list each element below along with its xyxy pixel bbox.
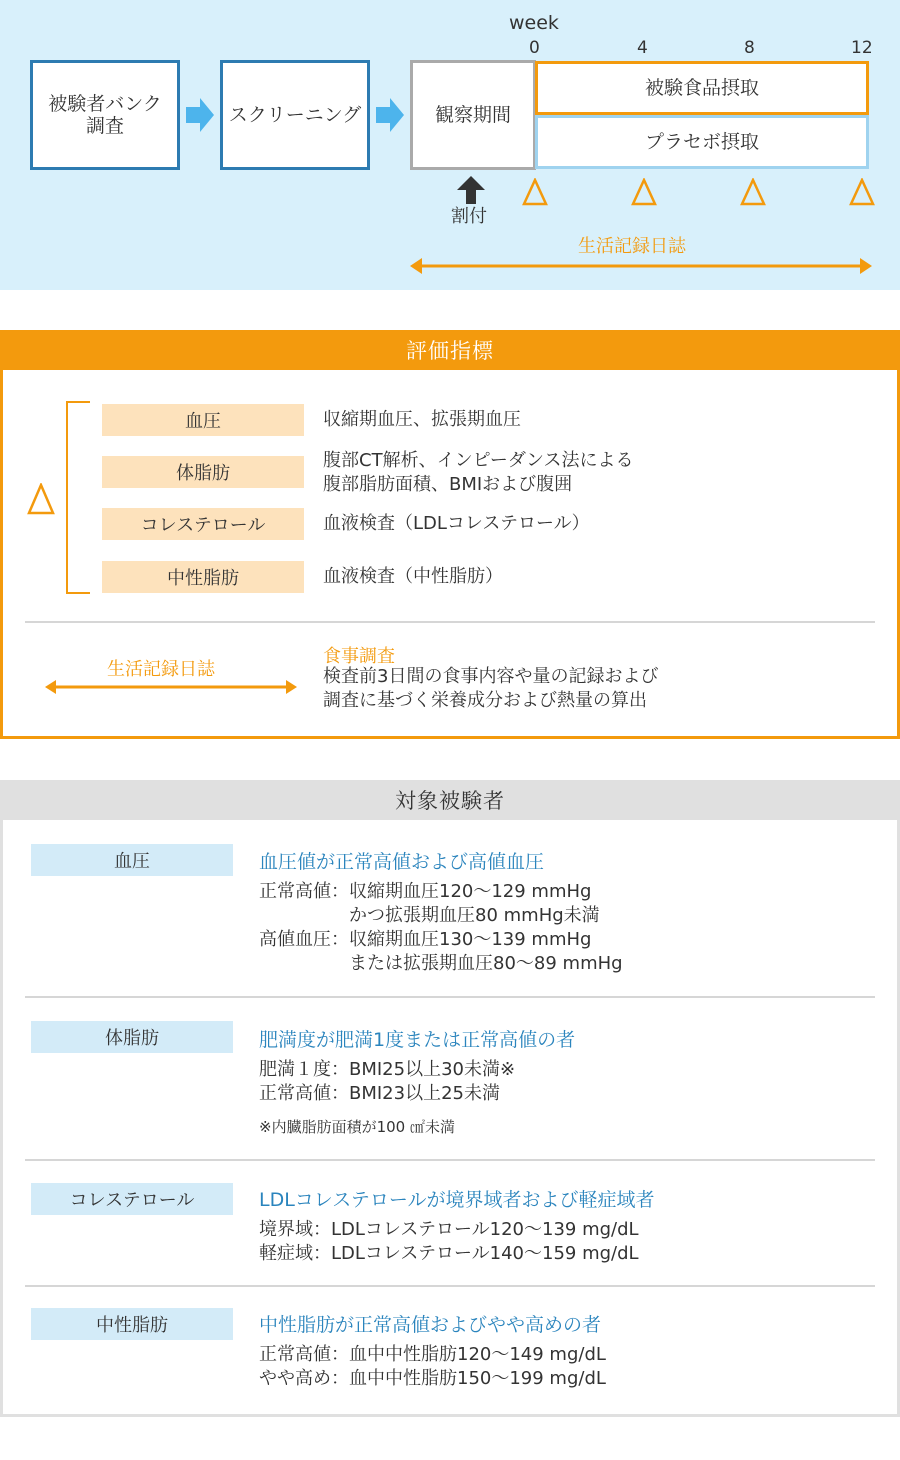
measurement-marker-icon — [849, 178, 875, 206]
eval-desc-cholesterol: 血液検査（LDLコレステロール） — [323, 513, 590, 534]
step-subject-bank: 被験者バンク 調査 — [30, 60, 180, 170]
evaluation-header: 評価指標 — [0, 330, 900, 370]
diet-survey-desc: 検査前3日間の食事内容や量の記録および 調査に基づく栄養成分および熱量の算出 — [323, 666, 659, 711]
target-title-body-fat: 肥満度が肥満1度または正常高値の者 — [259, 1029, 576, 1051]
eval-diary-arrow — [45, 678, 297, 696]
week-tick-0: 0 — [529, 38, 540, 58]
diet-survey-title: 食事調査 — [323, 646, 395, 667]
eval-desc-body-fat: 腹部CT解析、インピーダンス法による 腹部脂肪面積、BMIおよび腹囲 — [323, 450, 634, 495]
week-tick-4: 4 — [637, 38, 648, 58]
allocation-arrow-icon — [457, 176, 485, 204]
divider — [25, 1285, 875, 1287]
target-subjects-header: 対象被験者 — [0, 780, 900, 820]
measurement-marker-icon — [740, 178, 766, 206]
target-body-cholesterol: 境界域：LDLコレステロール120～139 mg/dL 軽症域：LDLコレステロール140～159 mg/dL — [259, 1219, 639, 1264]
diary-span-arrow — [410, 256, 872, 276]
target-tag-body-fat: 体脂肪 — [31, 1021, 233, 1053]
eval-desc-triglyceride: 血液検査（中性脂肪） — [323, 566, 503, 587]
target-tag-blood-pressure: 血圧 — [31, 844, 233, 876]
step-screening: スクリーニング — [220, 60, 370, 170]
eval-tag-triglyceride: 中性脂肪 — [102, 561, 304, 593]
target-tag-triglyceride: 中性脂肪 — [31, 1308, 233, 1340]
evaluation-bracket — [66, 401, 92, 595]
divider — [25, 996, 875, 998]
placebo-intake-bar: プラセボ摂取 — [535, 115, 869, 169]
flow-arrow-2 — [376, 98, 406, 132]
step-observation-period: 観察期間 — [410, 60, 536, 170]
week-axis-label: week — [509, 12, 559, 34]
test-food-intake-bar: 被験食品摂取 — [535, 61, 869, 115]
eval-tag-cholesterol: コレステロール — [102, 508, 304, 540]
measurement-marker-icon — [522, 178, 548, 206]
target-note-body-fat: ※内臓脂肪面積が100 ㎠未満 — [259, 1118, 455, 1136]
target-tag-cholesterol: コレステロール — [31, 1183, 233, 1215]
allocation-label: 割付 — [451, 206, 487, 227]
week-tick-12: 12 — [851, 38, 873, 58]
target-title-blood-pressure: 血圧値が正常高値および高値血圧 — [259, 851, 545, 873]
target-body-body-fat: 肥満１度：BMI25以上30未満※ 正常高値：BMI23以上25未満 — [259, 1059, 516, 1104]
target-body-blood-pressure: 正常高値：収縮期血圧120～129 mmHg かつ拡張期血圧80 mmHg未満 高値血圧：収縮期血圧130～139 mmHg または拡張期血圧80～89 mmHg — [259, 881, 623, 974]
measurement-marker-icon — [27, 483, 55, 515]
eval-desc-blood-pressure: 収縮期血圧、拡張期血圧 — [323, 409, 521, 430]
divider — [25, 1159, 875, 1161]
target-body-triglyceride: 正常高値：血中中性脂肪120～149 mg/dL やや高め：血中中性脂肪150～199 mg/dL — [259, 1344, 606, 1389]
flow-arrow-1 — [186, 98, 216, 132]
eval-tag-body-fat: 体脂肪 — [102, 456, 304, 488]
eval-tag-blood-pressure: 血圧 — [102, 404, 304, 436]
eval-diary-label: 生活記録日誌 — [107, 659, 215, 680]
target-title-cholesterol: LDLコレステロールが境界域者および軽症域者 — [259, 1189, 655, 1211]
diary-label: 生活記録日誌 — [578, 236, 686, 257]
week-tick-8: 8 — [744, 38, 755, 58]
measurement-marker-icon — [631, 178, 657, 206]
divider — [25, 621, 875, 623]
target-title-triglyceride: 中性脂肪が正常高値およびやや高めの者 — [259, 1314, 602, 1336]
